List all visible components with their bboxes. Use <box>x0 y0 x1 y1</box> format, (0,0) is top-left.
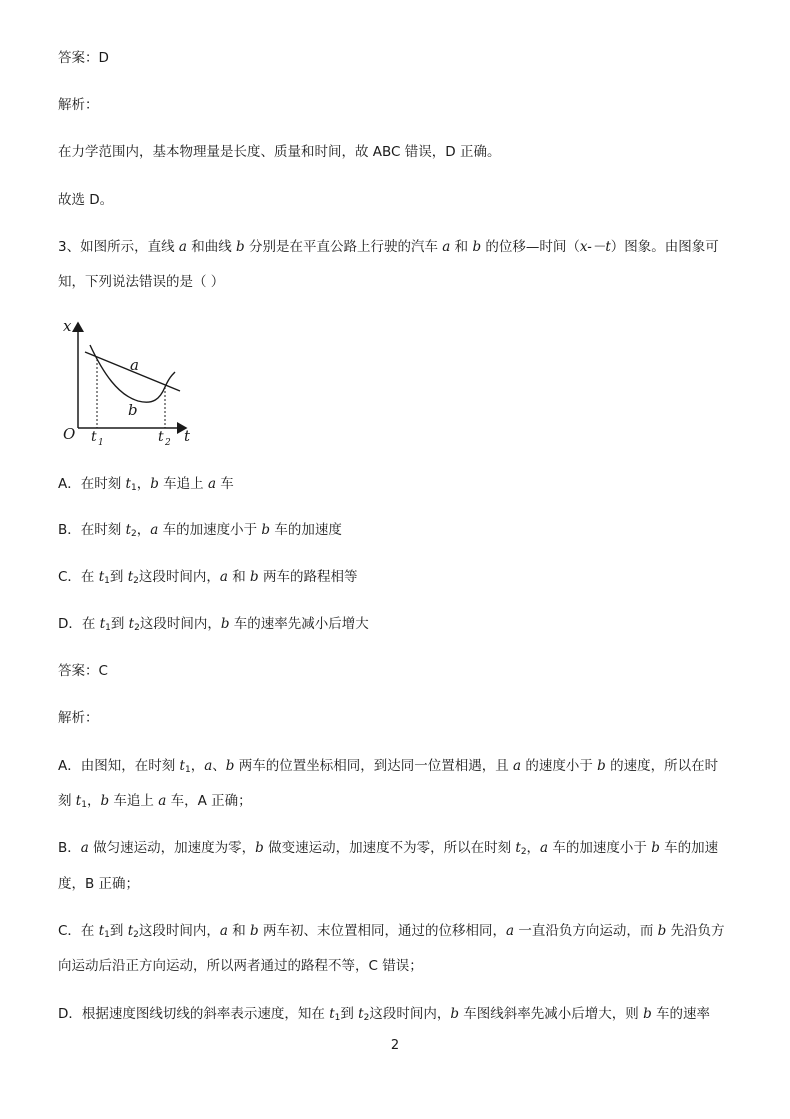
analysis-b-line2: 度，B 正确； <box>58 876 140 892</box>
analysis-d-line1: D．根据速度图线切线的斜率表示速度，知在 $t_1$到 $t_2$这段时间内，b 车图线斜率先减小后增大，则 b 车的速率 <box>58 1006 711 1023</box>
analysis-c-line2: 向运动后沿正方向运动，所以两者通过的路程不等，C 错误； <box>58 958 423 974</box>
prev-conclusion: 故选 D。 <box>58 192 114 208</box>
prev-explanation: 在力学范围内，基本物理量是长度、质量和时间，故 ABC 错误，D 正确。 <box>58 144 501 160</box>
prev-analysis-label: 解析： <box>58 97 99 113</box>
axis-x-label: x <box>63 317 72 335</box>
xt-graph-figure <box>58 315 198 450</box>
option-a: A．在时刻 $t_1$，b 车追上 a 车 <box>58 476 234 493</box>
analysis-c-line1: C．在 $t_1$到 $t_2$这段时间内，a 和 b 两车初、末位置相同，通过的位移相同，a 一直沿负方向运动，而 b 先沿负方 <box>58 923 725 940</box>
prev-answer: 答案：D <box>58 50 109 66</box>
analysis-a-line2: 刻 $t_1$，b 车追上 a 车，A 正确； <box>58 793 252 810</box>
option-d: D．在 $t_1$到 $t_2$这段时间内，b 车的速率先减小后增大 <box>58 616 369 633</box>
axis-t-label: t <box>184 427 191 445</box>
analysis-label: 解析： <box>58 710 99 726</box>
analysis-a-line1: A．由图知，在时刻 $t_1$，a、b 两车的位置坐标相同，到达同一位置相遇，且 a 的速度小于 b 的速度，所以在时 <box>58 758 719 775</box>
label-b: b <box>128 401 138 419</box>
analysis-b-line1: B．a 做匀速运动，加速度为零，b 做变速运动，加速度不为零，所以在时刻 $t_2$，a 车的加速度小于 b 车的加速 <box>58 840 719 857</box>
question-stem-line1: 3、如图所示，直线 a 和曲线 b 分别是在平直公路上行驶的汽车 a 和 b 的位移—时间（x-－t）图象。由图象可 <box>58 239 719 255</box>
origin-label: O <box>63 425 76 443</box>
answer: 答案：C <box>58 663 108 679</box>
t1-subscript: 1 <box>98 438 104 448</box>
option-c: C．在 $t_1$到 $t_2$这段时间内，a 和 b 两车的路程相等 <box>58 569 358 586</box>
t2-label: t <box>158 429 164 445</box>
t2-subscript: 2 <box>165 438 171 448</box>
t1-label: t <box>91 429 97 445</box>
page-number: 2 <box>390 1038 400 1053</box>
label-a: a <box>130 356 139 374</box>
option-b: B．在时刻 $t_2$，a 车的加速度小于 b 车的加速度 <box>58 522 342 539</box>
question-stem-line2: 知，下列说法错误的是（ ） <box>58 274 225 290</box>
